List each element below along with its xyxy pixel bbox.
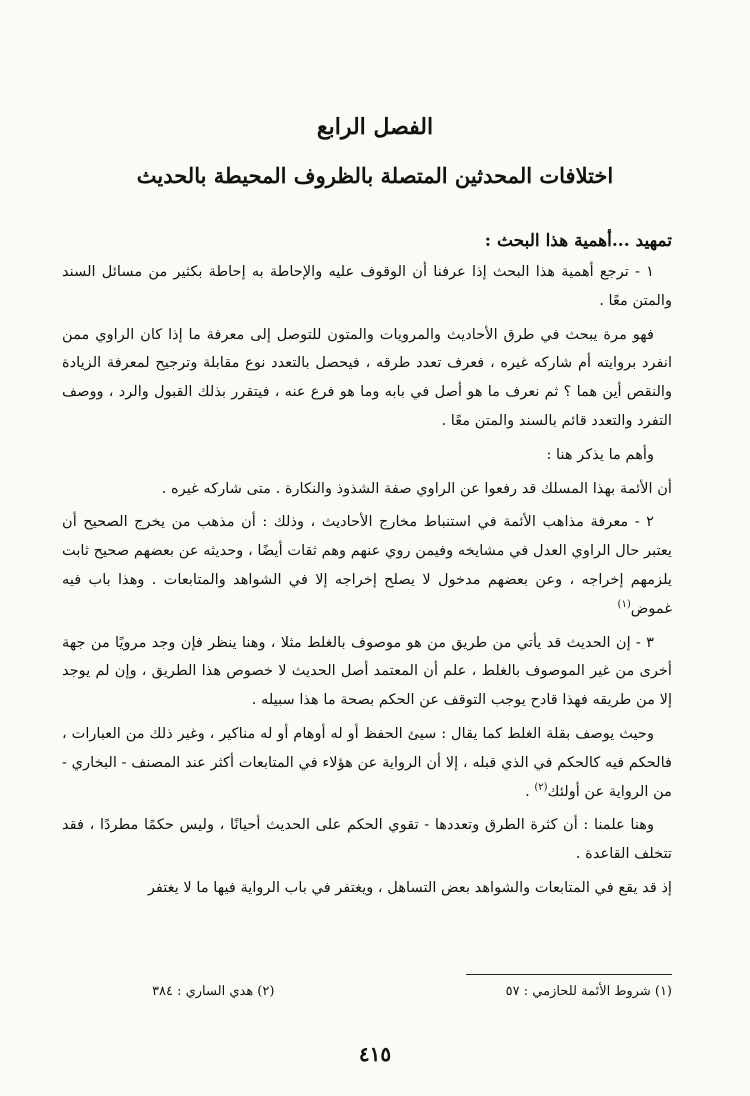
chapter-title: الفصل الرابع <box>316 114 434 140</box>
paragraph-1: ١ - ترجع أهمية هذا البحث إذا عرفنا أن الوقوف عليه والإحاطة به إحاطة بكثير من مسائل السند والمتن معًا . <box>62 263 672 309</box>
chapter-subtitle: اختلافات المحدثين المتصلة بالظروف المحيطة بالحديث <box>136 163 614 188</box>
paragraph-7 <box>62 720 672 806</box>
paragraph-3: وأهم ما يذكر هنا : <box>546 445 654 463</box>
paragraph-7-text: وحيث يوصف بقلة الغلط كما يقال : سيئ الحفظ أو له أوهام أو له مناكير ، وغير ذلك من العبارات ، فالحكم فيه كالحكم في الذي قبله ، إلا أن الرواية عن هؤلاء في المتابعات أكثر عند المصنف - البخاري - من الرواية عن أولئك <box>62 724 672 800</box>
paragraph-6: ٣ - إن الحديث قد يأتي من طريق من هو موصوف بالغلط مثلا ، وهنا ينظر فإن وجد مرويًا من جهة أخرى من غير الموصوف بالغلط ، علم أن المعتمد أصل الحديث لا خصوص هذا الطريق ، وإن لم يوجد إلا من طريقه فهذا قادح يوجب التوقف عن الحكم بصحة ما هذا سبيله . <box>62 633 672 709</box>
section-heading: تمهيد ...أهمية هذا البحث : <box>484 231 672 251</box>
paragraph-7-tail: . <box>525 782 535 800</box>
footnote-1: (١) شروط الأئمة للحازمي : ٥٧ <box>505 984 672 999</box>
footnotes <box>152 984 672 999</box>
page-number: ٤١٥ <box>358 1042 392 1066</box>
paragraph-4: أن الأئمة بهذا المسلك قد رفعوا عن الراوي صفة الشذوذ والنكارة . متى شاركه غيره . <box>161 479 672 497</box>
paragraph-5 <box>62 508 672 623</box>
footnote-2: (٢) هدي الساري : ٣٨٤ <box>152 984 275 999</box>
paragraph-5-text: ٢ - معرفة مذاهب الأئمة في استنباط مخارج الأحاديث ، وذلك : أن مذهب من يخرج الصحيح أن يعتبر حال الراوي العدل في مشايخه وفيمن روي عنهم وهم ثقات أيضًا ، وحديثه عن بعضهم صحيح ثابت يلزمهم إخراجه ، وعن بعضهم مدخول لا يصلح إخراجه إلا في الشواهد والمتابعات . وهذا باب فيه غموض <box>62 513 672 617</box>
footnote-ref-1: (١) <box>617 598 631 610</box>
footnote-divider <box>466 974 672 975</box>
footnote-ref-2: (٢) <box>534 781 548 793</box>
paragraph-9: إذ قد يقع في المتابعات والشواهد بعض التساهل ، ويغتفر في باب الرواية فيها ما لا يغتفر <box>147 878 672 896</box>
paragraph-2: فهو مرة يبحث في طرق الأحاديث والمرويات والمتون للتوصل إلى معرفة ما إذا كان الراوي ممن انفرد بروايته أم شاركه غيره ، فعرف تعدد طرقه ، فيحصل بالتعدد نوع مقابلة وترجيح لمعرفة الزيادة والنقص أين هما ؟ ثم نعرف ما هو أصل في بابه وما هو فرع عنه ، فيتقرر بذلك القبول والرد ، ووصف التفرد والتعدد قائم بالسند والمتن معًا . <box>62 325 672 429</box>
paragraph-8: وهنا علمنا : أن كثرة الطرق وتعددها - تقوي الحكم على الحديث أحيانًا ، وليس حكمًا مطردًا ، فقد تتخلف القاعدة . <box>62 816 672 863</box>
body-text <box>62 226 672 908</box>
